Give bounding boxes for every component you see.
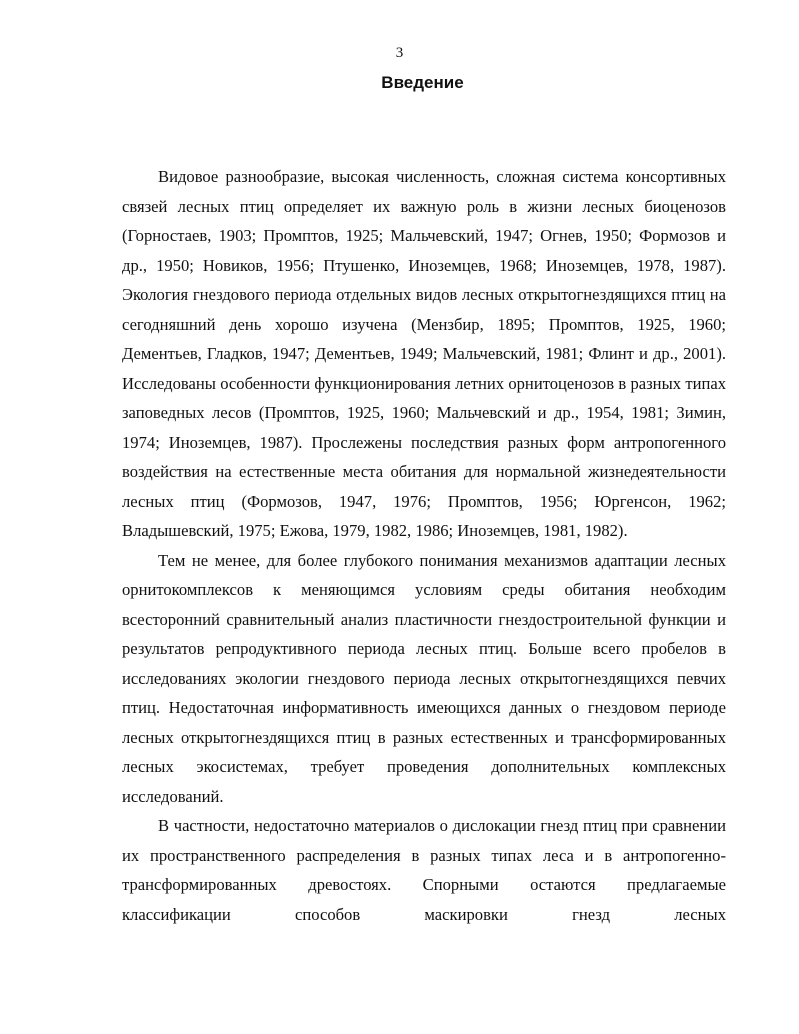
paragraph-2: Тем не менее, для более глубокого понимания механизмов адаптации лесных орнитокомплексов к меняющимся условиям среды обитания необходим всесторонний сравнительный анализ пластичности гнездостроительной функции и результатов репродуктивного периода лесных птиц. Больше всего пробелов в исследованиях экологии гнездового периода лесных открытогнездящихся певчих птиц. Недостаточная информативность имеющихся данных о гнездовом периоде лесных открытогнездящихся птиц в разных естественных и трансформированных лесных экосистемах, требует проведения дополнительных комплексных исследований. — [122, 550, 726, 806]
body-text — [122, 162, 726, 929]
paragraph-1: Видовое разнообразие, высокая численность, сложная система консортивных связей лесных птиц определяет их важную роль в жизни лесных биоценозов (Горностаев, 1903; Промптов, 1925; Мальчевский, 1947; Огнев, 1950; Формозов и др., 1950; Новиков, 1956; Птушенко, Иноземцев, 1968; Иноземцев, 1978, 1987). Экология гнездового периода отдельных видов лесных открытогнездящихся птиц на сегодняшний день хорошо изучена (Мензбир, 1895; Промптов, 1925, 1960; Дементьев, Гладков, 1947; Дементьев, 1949; Мальчевский, 1981; Флинт и др., 2001). Исследованы особенности функционирования летних орнитоценозов в разных типах заповедных лесов (Промптов, 1925, 1960; Мальчевский и др., 1954, 1981; Зимин, 1974; Иноземцев, 1987). Прослежены последствия разных форм антропогенного воздействия на естественные места обитания для нормальной жизнедеятельности лесных птиц (Формозов, 1947, 1976; Промптов, 1956; Юргенсон, 1962; Владышевский, 1975; Ежова, 1979, 1982, 1986; Иноземцев, 1981, 1982). — [122, 167, 726, 540]
paragraph-3: В частности, недостаточно материалов о дислокации гнезд птиц при сравнении их пространственного распределения в разных типах леса и в антропогенно-трансформированных древостоях. Спорными остаются предлагаемые классификации способов маскировки гнезд лесных — [122, 816, 726, 924]
page-number: 3 — [395, 45, 404, 61]
section-title: Введение — [381, 73, 464, 92]
